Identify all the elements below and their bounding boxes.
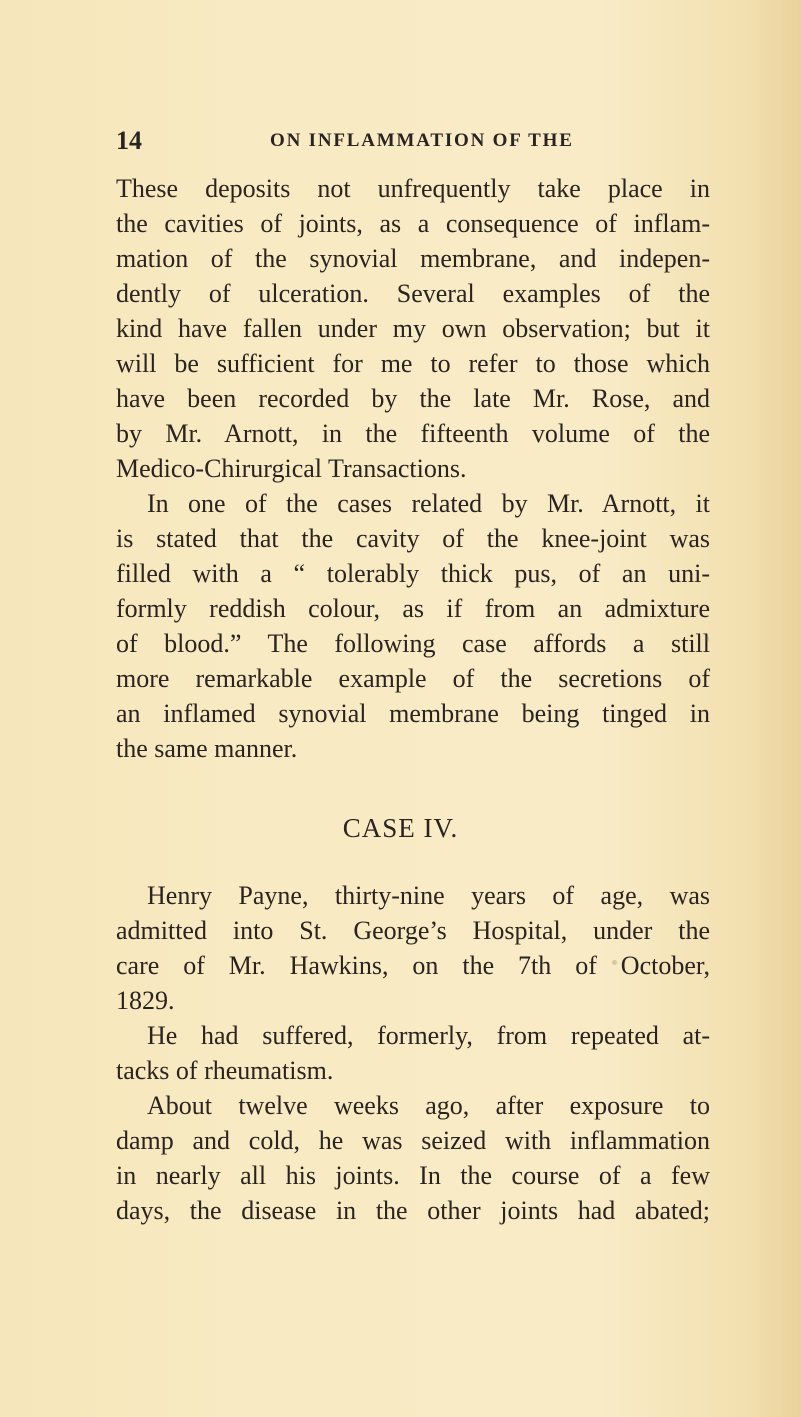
text-line: care of Mr. Hawkins, on the 7th of October, — [116, 951, 710, 980]
text-line: is stated that the cavity of the knee-joint was — [116, 524, 710, 553]
text-line: damp and cold, he was seized with inflammation — [116, 1126, 710, 1155]
text-line: dently of ulceration. Several examples of the — [116, 279, 710, 308]
page-header — [116, 126, 636, 156]
paragraph-1 — [116, 171, 710, 486]
text-block-2 — [116, 878, 710, 1228]
text-line: These deposits not unfrequently take place in — [116, 174, 710, 203]
text-line: by Mr. Arnott, in the fifteenth volume of the — [116, 419, 710, 448]
text-line: mation of the synovial membrane, and indepen- — [116, 244, 710, 273]
text-line: in nearly all his joints. In the course of a few — [116, 1161, 710, 1190]
paper-speck — [706, 636, 709, 642]
text-line: He had suffered, formerly, from repeated at- — [147, 1021, 710, 1050]
text-line: formly reddish colour, as if from an admixture — [116, 594, 710, 623]
text-line: of blood.” The following case affords a still — [116, 629, 710, 658]
paragraph-2 — [116, 486, 710, 766]
text-line: the cavities of joints, as a consequence of inflam- — [116, 209, 710, 238]
case-title: CASE IV. — [342, 813, 459, 843]
text-line: About twelve weeks ago, after exposure to — [147, 1091, 710, 1120]
text-line: days, the disease in the other joints had abated; — [116, 1196, 710, 1225]
text-line: In one of the cases related by Mr. Arnott, it — [147, 489, 710, 518]
text-block-1 — [116, 171, 710, 766]
text-line: Henry Payne, thirty-nine years of age, was — [147, 881, 710, 910]
page-number: 14 — [116, 126, 142, 155]
text-line: more remarkable example of the secretions of — [116, 664, 710, 693]
text-line: 1829. — [116, 986, 175, 1015]
text-line: kind have fallen under my own observation; but it — [116, 314, 710, 343]
paragraph-5 — [116, 1088, 710, 1228]
running-head: ON INFLAMMATION OF THE — [270, 130, 574, 151]
text-line: filled with a “ tolerably thick pus, of an uni- — [116, 559, 710, 588]
paper-speck — [612, 960, 617, 965]
text-line: the same manner. — [116, 734, 298, 763]
text-line: will be sufficient for me to refer to those which — [116, 349, 710, 378]
text-line: admitted into St. George’s Hospital, under the — [116, 916, 710, 945]
paragraph-4 — [116, 1018, 710, 1088]
text-line: an inflamed synovial membrane being tinged in — [116, 699, 710, 728]
text-line: have been recorded by the late Mr. Rose, and — [116, 384, 710, 413]
text-line: tacks of rheumatism. — [116, 1056, 334, 1085]
text-line: Medico-Chirurgical Transactions. — [116, 454, 467, 483]
paragraph-3 — [116, 878, 710, 1018]
